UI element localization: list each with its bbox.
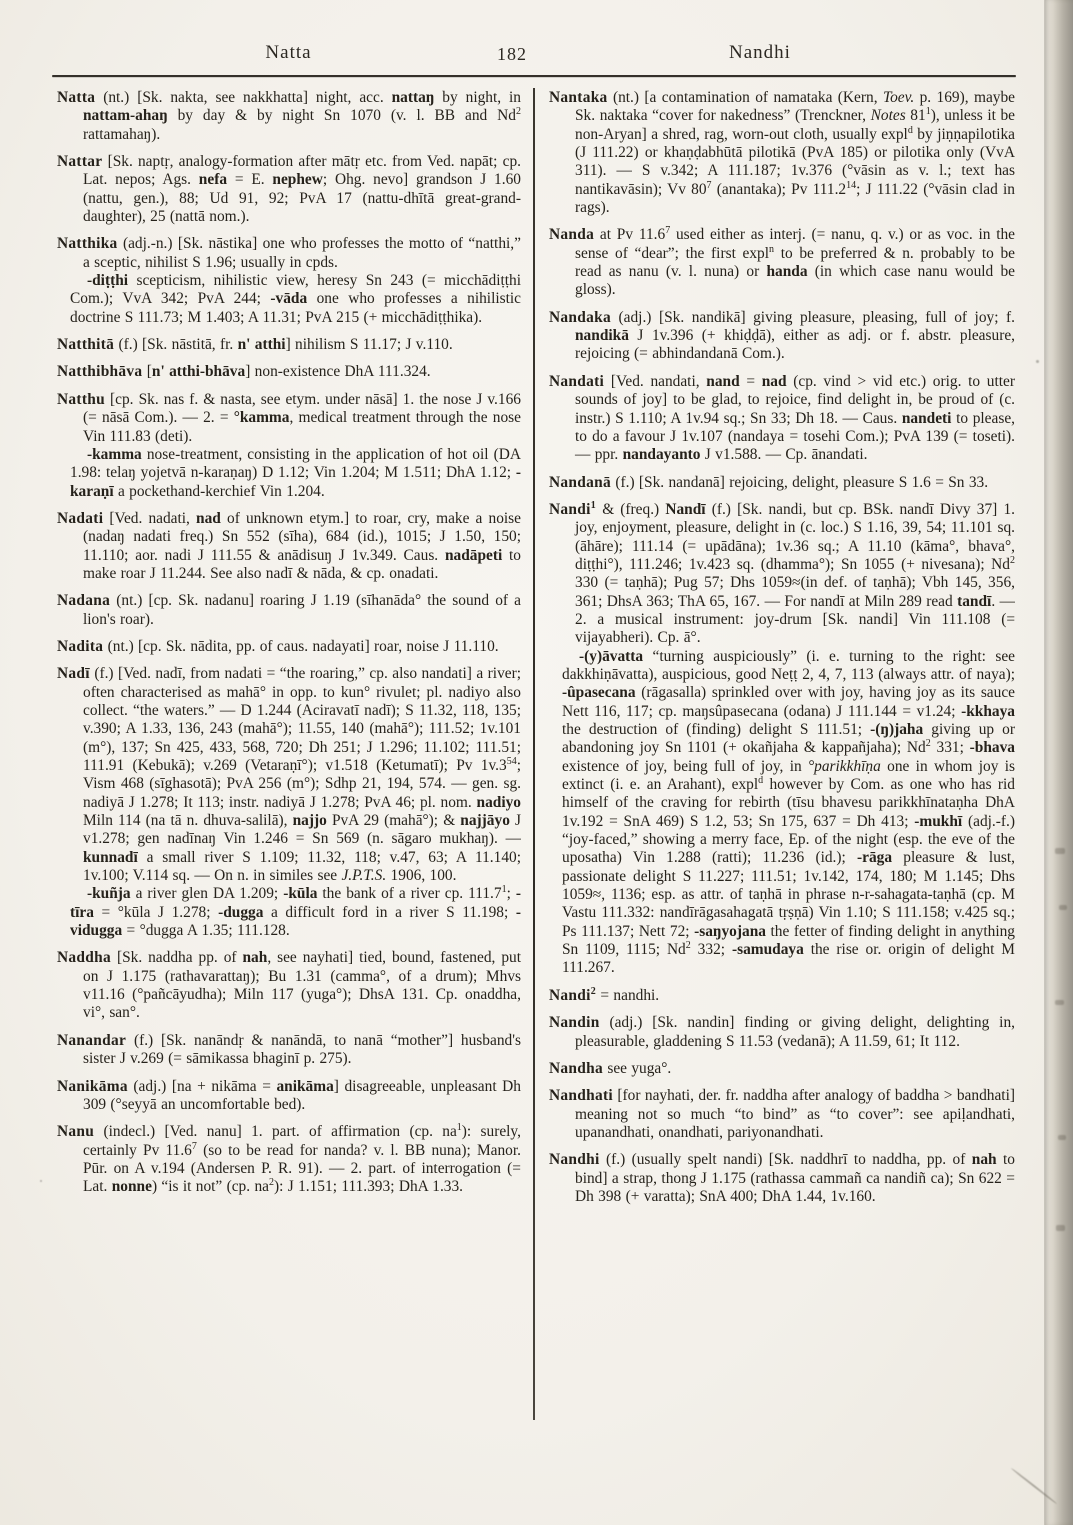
entry-body: at Pv 11.6$^7$ used either as interj. (= nanu, q. v.) or as voc. in the sense of “dear”; the first expl$^n$ to be preferred & n. probably to be read as nanu (v. l. nuna) or handa (in which case nanu would be gloss). xyxy=(575,225,1015,299)
column-divider xyxy=(533,88,535,1420)
entry-headword: Natthibhāva xyxy=(57,363,143,381)
page-edge-smudge xyxy=(1056,1225,1065,1231)
entry-main xyxy=(57,1123,521,1196)
entry-headword: Nandin xyxy=(549,1014,600,1032)
entry-body: (nt.) [a contamination of namataka (Kern, Toev. p. 169), maybe Sk. naktaka “cover for nakedness” (Trenckner, Notes $81^1$), unless it be non-Aryan] a shred, rag, worn-out cloth, usually expl$^d$ by jiṇṇapilotika (J 111.22) or khaṇḍabhūtā pilotikā (PvA 185) or pilotika only (VvA 311). — S v.342; A 111.187; 1v.376 (°vāsin as v. l.; text has nantikavāsin); Vv $80^7$ (anantaka); Pv 111.2$^{14}$; J 111.22 (°vāsin clad in rags). xyxy=(575,89,1015,217)
entry-main xyxy=(57,153,521,226)
entry-body: (adj.-n.) [Sk. nāstika] one who professes the motto of “natthi,” a sceptic, nihilist S 1.96; usually in cpds. xyxy=(83,235,521,271)
dictionary-entry xyxy=(57,1032,521,1069)
page-edge-smudge xyxy=(1059,905,1067,910)
entry-main xyxy=(57,89,521,144)
entry-headword: Nandati xyxy=(549,372,605,390)
entry-main xyxy=(57,391,521,446)
entry-main xyxy=(549,1151,1015,1206)
entry-headword: Nattar xyxy=(57,153,103,171)
dictionary-entry xyxy=(57,235,521,327)
dictionary-entry xyxy=(549,309,1015,364)
dictionary-entry xyxy=(549,501,1015,978)
dictionary-entry xyxy=(549,226,1015,299)
dictionary-entry xyxy=(57,510,521,583)
dictionary-entry xyxy=(549,474,1015,492)
entry-main xyxy=(549,89,1015,217)
entry-body: (nt.) [cp. Sk. nādita, pp. of caus. nadayati] roar, noise J 11.110. xyxy=(107,637,499,655)
dictionary-entry xyxy=(57,949,521,1022)
entry-body: & (freq.) Nandī (f.) [Sk. nandi, but cp. BSk. nandī Divy 37] 1. joy, enjoyment, pleasure, delight in (c. loc.) S 1.16, 39, 54; 11.101 sq. (āhāre); 111.14 (= upādāna); 1v.36 sq.; A 11.10 (kāma°, bhava°, diṭṭhi°), 111.246; 1v.423 sq. (dhamma°); Sn 1055 (+ nivesana); Nd$^2$ 330 (= taṇhā); Pug 57; Dhs 1059≈(in def. of taṇhā); Vbh 145, 356, 361; DhsA 363; ThA 65, 167. — For nandī at Miln 289 read tandī. — 2. a musical instrument: joy-drum [Sk. nandi] Vin 111.108 (= vijayabheri). Cp. ā°. xyxy=(575,500,1015,647)
entry-headword: Nandi$^1$ xyxy=(549,499,597,518)
entry-main xyxy=(549,226,1015,299)
entry-main xyxy=(549,1014,1015,1051)
left-column xyxy=(57,89,521,1434)
entry-body: (adj.) [Sk. nandikā] giving pleasure, pleasing, full of joy; f. nandikā J 1v.396 (+ khiḍḍā), either as adj. or f. abstr. pleasure, rejoicing (= abhindandanā Com.). xyxy=(575,308,1015,363)
entry-main xyxy=(549,501,1015,648)
entry-body: (f.) [Sk. nandanā] rejoicing, delight, pleasure S 1.6 = Sn 33. xyxy=(615,473,989,491)
dictionary-entry xyxy=(549,1151,1015,1206)
page-number: 182 xyxy=(497,44,527,64)
entry-body: (indecl.) [Ved. nanu] 1. part. of affirmation (cp. $na^1$): surely, certainly Pv 11.6$^7$ (so to be read for nanda? v. l. BB nuna); Manor. Pūr. on A v.194 (Andersen P. R. 91). — 2. part. of interrogation (= Lat. nonne) “is it not” (cp. $na^2$): J 1.151; 111.393; DhA 1.33. xyxy=(83,1122,521,1196)
entry-main xyxy=(549,1060,1015,1078)
entry-body: = nandhi. xyxy=(600,986,660,1004)
entry-body: [cp. Sk. nas f. & nasta, see etym. under nāsā] 1. the nose J v.166 (= nāsā Com.). — 2. = °kamma, medical treatment through the nose Vin 111.83 (deti). xyxy=(83,390,521,445)
dictionary-entry xyxy=(549,1014,1015,1051)
entry-body: [n' atthi-bhāva] non-existence DhA 111.324. xyxy=(146,363,431,381)
entry-body: [Sk. naddha pp. of nah, see nayhati] tied, bound, fastened, put on J 1.175 (rathavarattaŋ); Bu 1.31 (camma°, of a drum); Mhvs v11.16 (°pañcāyudha); Miln 117 (yuga°); DhsA 131. Cp. onaddha, vi°, san°. xyxy=(83,949,521,1022)
entry-body: (f.) (usually spelt nandi) [Sk. naddhrī to naddha, pp. of nah to bind] a strap, thong J 1.175 (rathassa cammañ ca nandiñ ca); Sn 622 = Dh 398 (+ varatta); SnA 400; DhA 1.44, 1v.160. xyxy=(575,1151,1015,1205)
entry-headword: Nanandar xyxy=(57,1031,127,1049)
entry-body: (nt.) [Sk. nakta, see nakkhatta] night, acc. nattaŋ by night, in nattam-ahaŋ by day & by night Sn 1070 (v. l. BB and Nd$^2$ rattamahaŋ). xyxy=(83,89,521,143)
entry-headword: Naddha xyxy=(57,949,111,967)
entry-compounds: -kamma nose-treatment, consisting in the application of hot oil (DA 1.98: telaŋ yojetvā n-karaṇaŋ) D 1.12; Vin 1.204; M 1.511; DhA 1.12; -karaṇī a pockethand-kerchief Vin 1.204. xyxy=(70,445,521,500)
entry-body: [for nayhati, der. fr. naddha after analogy of baddha > bandhati] meaning not so much “to bind” as “to cover”: see apiḷandhati, upanandhati, onandhati, pariyonandhati. xyxy=(575,1087,1015,1141)
entry-headword: Nadita xyxy=(57,637,104,655)
entry-headword: Nandhi xyxy=(549,1151,600,1169)
entry-body: (f.) [Ved. nadī, from nadati = “the roaring,” cp. also nandati] a river; often characterised as mahā° in opp. to kun° rivulet; pl. nadiyo also collect. “the waters.” — D 1.244 (Aciravatī nadī); S 11.32, 118, 135; v.390; A 1.33, 136, 243 (mahā°); 11.55, 140 (mahā°); 111.52; 1v.101 (m°), 137; Sn 425, 433, 568, 720; Dh 251; J 1.296; 11.102; 111.51; 111.91 (Kebukā); v.269 (Vetaraṇī°); v1.518 (Ketumatī); Pv $1v.3^{54}$; Vism 468 (sīghasotā); PvA 256 (m°); Sdhp 21, 194, 574. — gen. sg. nadiyā J 1.278; It 113; instr. nadiyā J 1.278; PvA 46; pl. nom. nadiyo Miln 114 (na tā n. dhuva-salilā), najjo PvA 29 (mahā°); & najjāyo J v1.278; gen nadīnaŋ Vin 1.246 = Sn 569 (n. sāgaro mukhaŋ). — kunnadī a small river S 1.109; 11.32, 118; v.47, 63; A 11.140; 1v.100; V.114 sq. — On n. in similes see J.P.T.S. 1906, 100. xyxy=(83,665,521,885)
entry-main xyxy=(549,1087,1015,1142)
dictionary-entry xyxy=(57,1123,521,1196)
entry-main xyxy=(549,309,1015,364)
page-edge-smudge xyxy=(1055,848,1065,854)
page-edge xyxy=(1045,0,1073,1525)
entry-headword: Natthitā xyxy=(57,336,115,354)
entry-body: [Ved. nandati, nand = nad (cp. vind > vid etc.) orig. to utter sounds of joy] to be glad, to rejoice, find delight in, be proud of (c. instr.) S 1.110; A 1v.94 sq.; Sn 33; Dh 18. — Caus. nandeti to please, to do a favour J 1v.107 (nandaya = tosehi Com.); PvA 139 (= toseti). — ppr. nandayanto J v1.588. — Cp. ānandati. xyxy=(575,372,1015,464)
dictionary-entry xyxy=(57,665,521,940)
entry-body: (f.) [Sk. nanāndṛ & nanāndā, to nanā “mother”] husband's sister J v.269 (= sāmikassa bhaginī p. 275). xyxy=(83,1031,521,1068)
right-column xyxy=(549,89,1015,1434)
entry-headword: Nadana xyxy=(57,592,111,610)
entry-main xyxy=(549,987,1015,1005)
entry-main xyxy=(57,949,521,1022)
entry-headword: Nandi$^2$ xyxy=(549,985,597,1004)
header-rule xyxy=(52,75,1016,77)
entry-body: [Ved. nadati, nad of unknown etym.] to roar, cry, make a noise (nadaŋ nadati freq.) Sn 552 (sīha), 684 (id.), 1015; J 1.50, 150; 11.110; aor. nadi J 111.55 & anādisuŋ J 1v.349. Caus. nadāpeti to make roar J 11.244. See also nadī & nāda, & cp. onadati. xyxy=(83,509,521,582)
entry-headword: Natthika xyxy=(57,235,118,253)
entry-main xyxy=(57,1032,521,1069)
entry-headword: Nandha xyxy=(549,1059,603,1077)
entry-main xyxy=(57,665,521,885)
ink-speck xyxy=(40,1180,42,1182)
entry-headword: Natta xyxy=(57,89,96,106)
entry-main xyxy=(57,363,521,381)
dictionary-entry xyxy=(549,1060,1015,1078)
entry-main xyxy=(549,474,1015,492)
dictionary-entry xyxy=(57,638,521,656)
entry-headword: Nadī xyxy=(57,665,90,683)
dictionary-entry xyxy=(57,89,521,144)
entry-main xyxy=(57,336,521,354)
entry-headword: Nantaka xyxy=(549,89,608,106)
entry-body: (adj.) [Sk. nandin] finding or giving delight, delighting in, pleasurable, gladdening S 11.53 (vedanā); A 11.59, 61; It 112. xyxy=(575,1014,1015,1050)
dictionary-entry xyxy=(549,373,1015,465)
page-edge-smudge xyxy=(1058,1135,1066,1140)
entry-headword: Nadati xyxy=(57,509,104,527)
running-head-left: Natta xyxy=(265,42,312,63)
running-head-right: Nandhi xyxy=(729,42,791,63)
page-edge-smudge xyxy=(1055,1000,1064,1005)
entry-headword: Nandaka xyxy=(549,308,611,326)
entry-main xyxy=(57,592,521,629)
dictionary-entry xyxy=(57,391,521,501)
dictionary-entry xyxy=(549,1087,1015,1142)
entry-compounds: -kuñja a river glen DA 1.209; -kūla the bank of a river cp. 111.7$^1$; -tīra = °kūla J 1.278; -dugga a difficult ford in a river S 11.198; -vidugga = °dugga A 1.35; 111.128. xyxy=(70,884,521,940)
entry-headword: Natthu xyxy=(57,390,105,408)
entry-compounds: -diṭṭhi scepticism, nihilistic view, heresy Sn 243 (= micchādiṭṭhi Com.); VvA 342; PvA 244; -vāda one who professes a nihilistic doctrine S 111.73; M 1.403; A 11.31; PvA 215 (+ micchādiṭṭhika). xyxy=(70,272,521,326)
dictionary-entry xyxy=(549,987,1015,1005)
entry-body: (f.) [Sk. nāstitā, fr. n' atthi] nihilism S 11.17; J v.110. xyxy=(118,336,453,354)
dictionary-entry xyxy=(57,363,521,381)
dictionary-entry xyxy=(57,1078,521,1115)
ink-speck xyxy=(1036,360,1039,363)
dictionary-entry xyxy=(57,153,521,226)
entry-body: (nt.) [cp. Sk. nadanu] roaring J 1.19 (sīhanāda° the sound of a lion's roar). xyxy=(83,592,521,628)
dictionary-entry xyxy=(57,592,521,629)
entry-headword: Nandhati xyxy=(549,1087,613,1105)
entry-headword: Nandanā xyxy=(549,473,611,491)
entry-main xyxy=(549,373,1015,465)
entry-headword: Nanda xyxy=(549,226,595,244)
entry-headword: Nanikāma xyxy=(57,1077,128,1095)
entry-main xyxy=(57,638,521,656)
entry-body: (adj.) [na + nikāma = anikāma] disagreeable, unpleasant Dh 309 (°seyyā an uncomfortable bed). xyxy=(83,1077,521,1113)
entry-compounds: -(y)āvatta “turning auspiciously” (i. e. turning to the right: see dakkhiṇāvatta), auspicious, good Neṭṭ 2, 4, 7, 113 (always attr. of naya); -ûpasecana (rāgasalla) sprinkled over with joy, having joy as its sauce Nett 116, 117; cp. maŋsûpasecana (odana) J 111.144 = v1.24; -kkhaya the destruction of (finding) delight S 111.51; -(ŋ)jaha giving up or abandoning joy Sn 1101 (+ okañjaha & kappañjaha); Nd$^2$ 331; -bhava existence of joy, being full of joy, in °parikkhīṇa one in whom joy is extinct (i. e. an Arahant), expl$^d$ however by Com. as one who has rid himself of the craving for rebirth (tīsu bhavesu parikkhīnataṇha DhA 1v.192 = SnA 469) S 1.2, 53; Sn 175, 637 = Dh 413; -mukhī (adj.-f.) “joy-faced,” showing a merry face, Ep. of the night (esp. the eve of the uposatha) Vin 1.288 (ratti); 11.236 (id.); -rāga pleasure & lust, passionate delight S 11.227; 111.51; 1v.142, 174, 180; M 1.145; Dhs 1059≈, 1136; esp. as attr. of taṇhā in phrase n-r-sahagata-taṇhā (cp. M Vastu 111.332: nandīrāgasahagatā tṛṣṇā) Vin 1.10; S 111.158; v.425 sq.; Ps 111.137; Nett 72; -saŋyojana the fetter of finding delight in anything Sn 1109, 1115; Nd$^2$ 332; -samudaya the rise or. origin of delight M 111.267. xyxy=(562,647,1015,977)
entry-main xyxy=(57,1078,521,1115)
entry-body: [Sk. naptṛ, analogy-formation after mātṛ etc. from Ved. napāt; cp. Lat. nepos; Ags. nefa = E. nephew; Ohg. nevo] grandson J 1.60 (nattu, gen.), 88; Ud 91, 92; PvA 17 (nattu-dhītā great-grand-daughter), 25 (nattā nom.). xyxy=(83,153,521,226)
dictionary-entry xyxy=(549,89,1015,217)
entry-main xyxy=(57,510,521,583)
entry-main xyxy=(57,235,521,272)
dictionary-entry xyxy=(57,336,521,354)
entry-body: see yuga°. xyxy=(607,1059,672,1077)
entry-headword: Nanu xyxy=(57,1123,95,1141)
